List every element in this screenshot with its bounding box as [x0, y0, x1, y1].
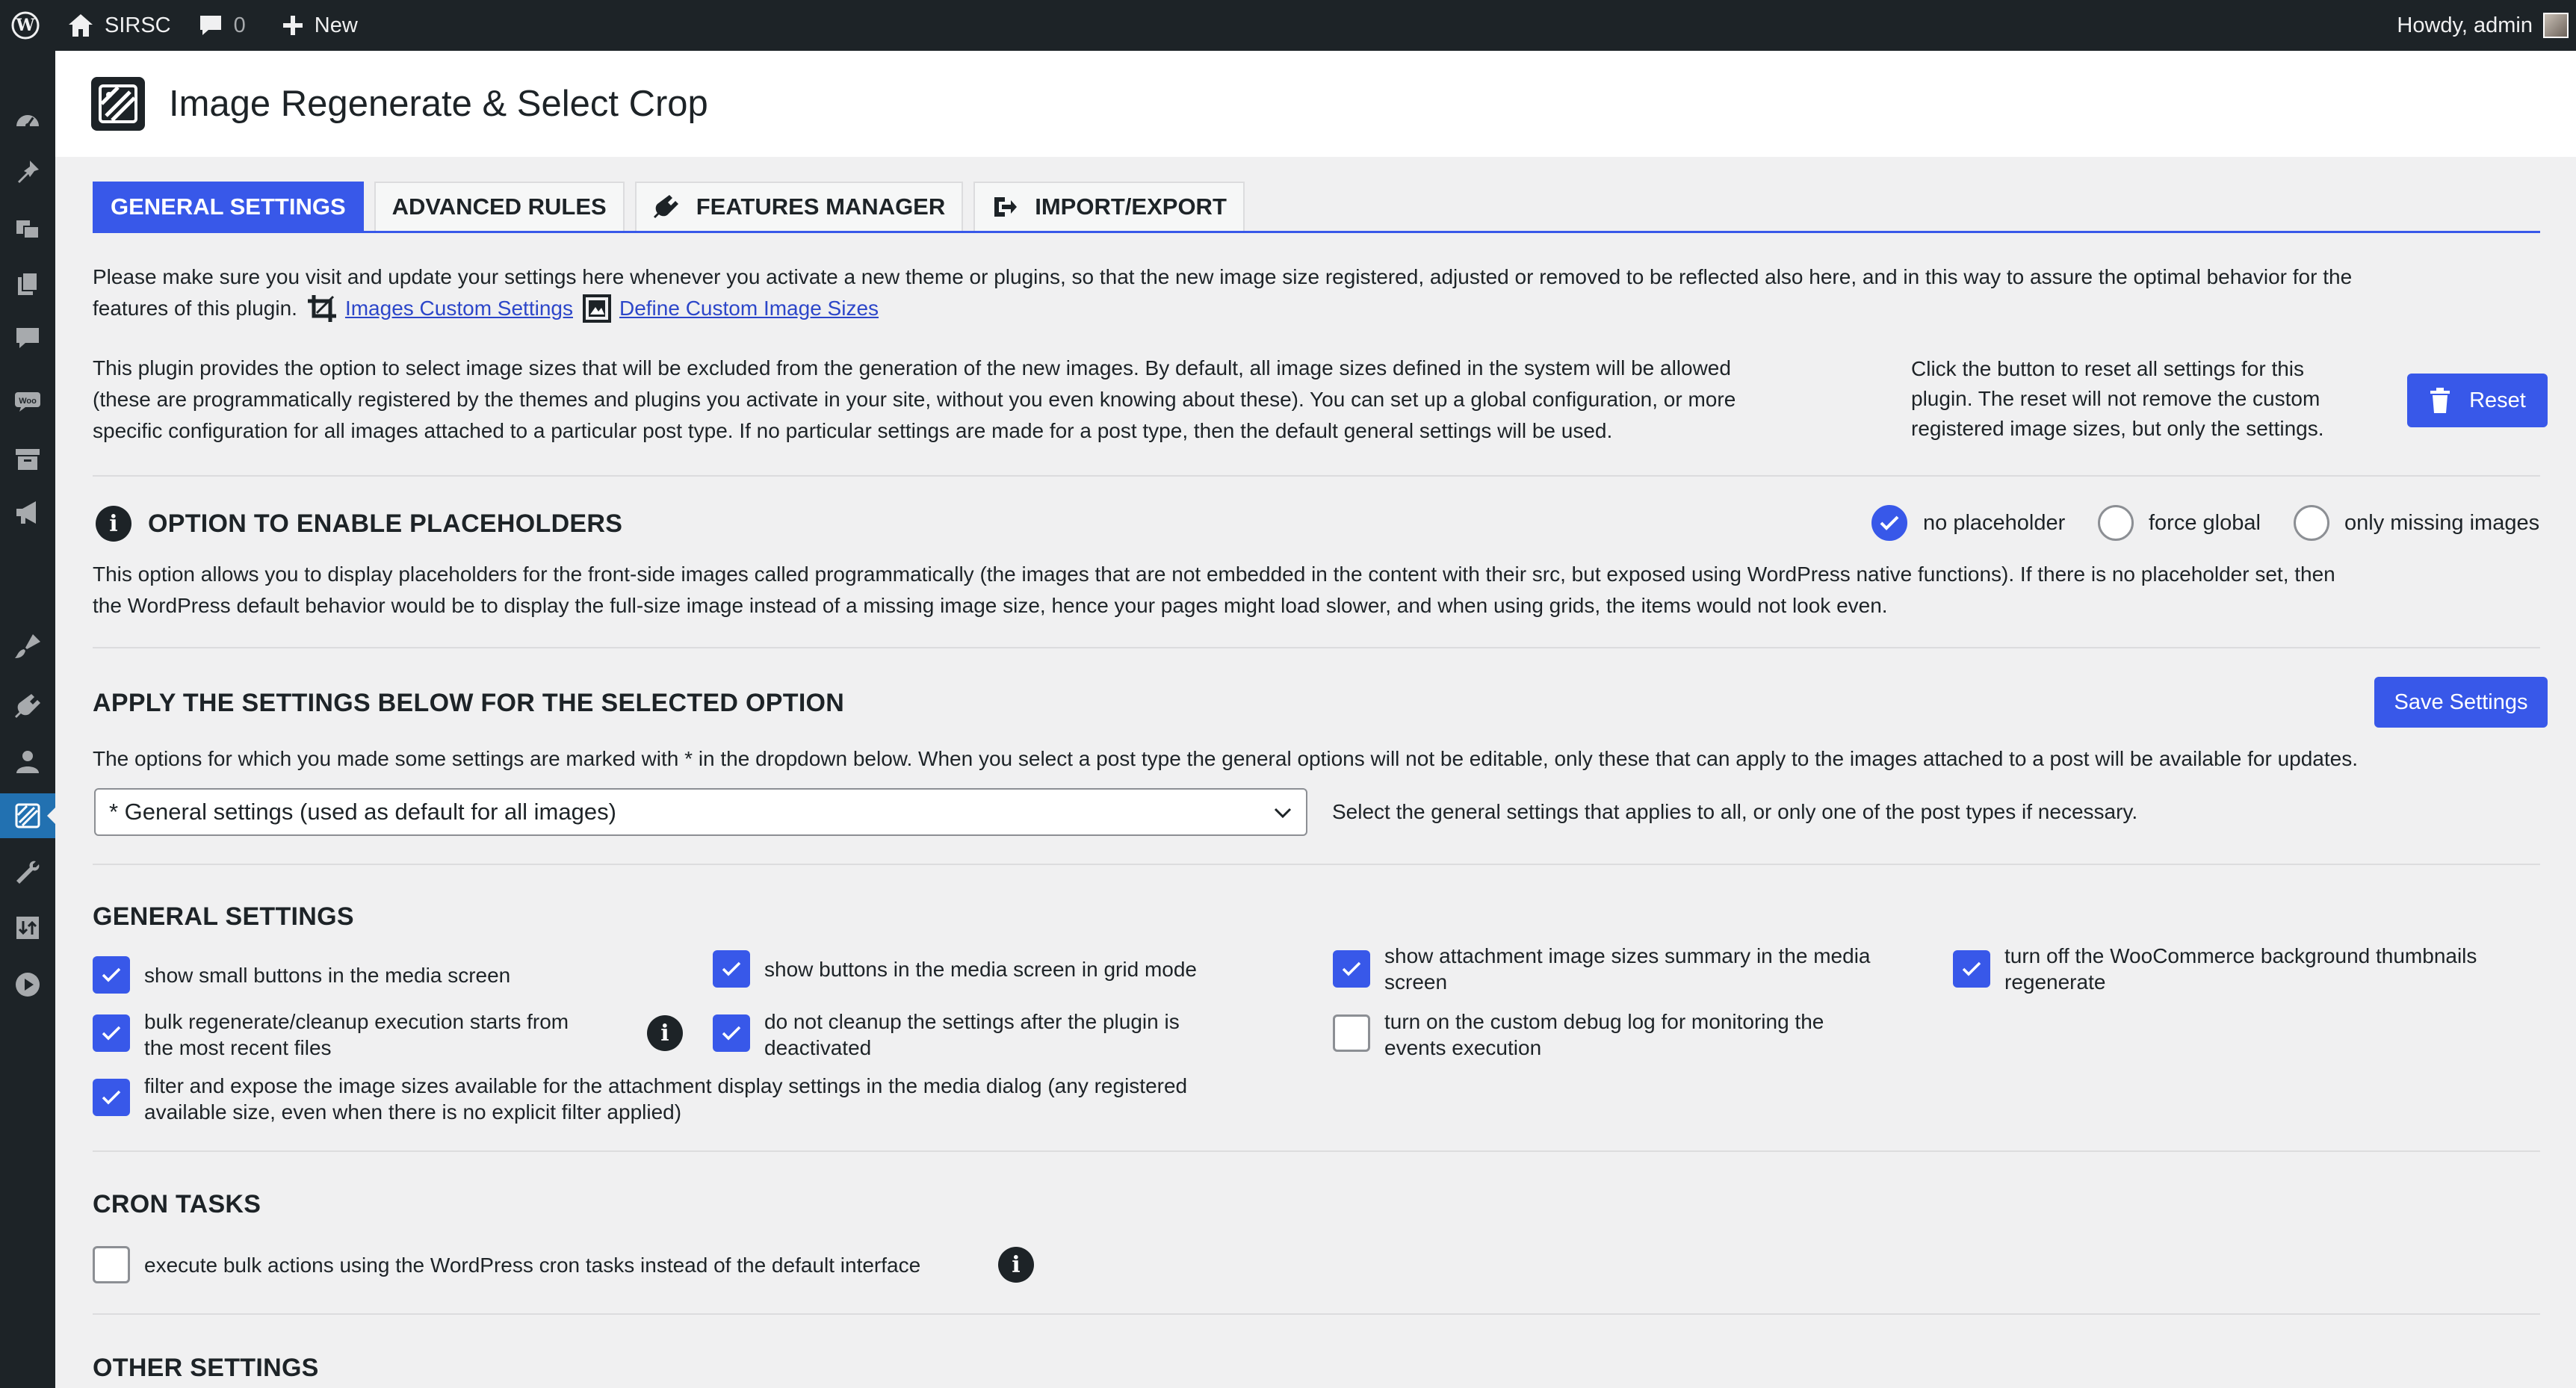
- checkbox-cron-tasks[interactable]: [93, 1246, 130, 1283]
- checkbox-woocommerce-thumbnails[interactable]: [1953, 950, 1990, 988]
- option-label: [144, 962, 510, 988]
- comments-icon[interactable]: [0, 315, 55, 360]
- plugin-description: [93, 353, 1931, 447]
- reset-description: [1911, 354, 2419, 444]
- radio-label-only-missing-images: only missing images: [2344, 511, 2540, 535]
- check-icon: [101, 1024, 122, 1042]
- option-label-line: filter and expose the image sizes available for the attachment display settings in the media dialog (any registered: [144, 1074, 1188, 1097]
- plugins-icon[interactable]: [0, 683, 55, 728]
- cron-section-title: CRON TASKS: [93, 1190, 261, 1218]
- check-icon: [1341, 960, 1362, 978]
- option-label: [144, 1073, 1187, 1125]
- pages-icon[interactable]: [0, 261, 55, 306]
- info-icon[interactable]: i: [96, 506, 131, 542]
- check-icon: [721, 1024, 742, 1042]
- howdy-text: Howdy, admin: [2397, 13, 2533, 37]
- settings-tabs: [93, 182, 1255, 232]
- tab-label: GENERAL SETTINGS: [111, 193, 346, 220]
- option-label-line: show small buttons in the media screen: [144, 964, 511, 987]
- users-icon[interactable]: [0, 740, 55, 784]
- option-label-line: do not cleanup the settings after the plugin is: [764, 1010, 1180, 1033]
- site-name: SIRSC: [105, 13, 171, 37]
- radio-label-force-global: force global: [2149, 511, 2261, 535]
- comments-count: 0: [233, 13, 246, 37]
- option-label-line: deactivated: [764, 1036, 872, 1059]
- option-label-line: available size, even when there is no explicit filter applied): [144, 1100, 682, 1124]
- new-content-link[interactable]: [282, 0, 358, 51]
- radio-no-placeholder[interactable]: [1871, 505, 1907, 541]
- placeholders-description: [93, 559, 2551, 622]
- option-label-line: the most recent files: [144, 1036, 332, 1059]
- radio-only-missing-images[interactable]: [2294, 505, 2329, 541]
- save-settings-label: Save Settings: [2394, 690, 2528, 714]
- check-icon: [721, 960, 742, 978]
- radio-force-global[interactable]: [2098, 505, 2134, 541]
- option-label: [1384, 1009, 1824, 1061]
- play-icon[interactable]: [0, 962, 55, 1007]
- option-label: [1384, 943, 1871, 995]
- plugin-header: [55, 51, 2576, 157]
- checkbox-keep-settings[interactable]: [713, 1014, 750, 1052]
- admin-bar: [0, 0, 2576, 51]
- other-settings-section-title: OTHER SETTINGS: [93, 1354, 319, 1382]
- define-custom-image-sizes-link[interactable]: Define Custom Image Sizes: [619, 297, 879, 320]
- archive-icon[interactable]: [0, 436, 55, 481]
- reset-line-1: Click the button to reset all settings for this: [1911, 357, 2305, 380]
- tab-label: FEATURES MANAGER: [696, 193, 946, 220]
- check-icon: [101, 966, 122, 984]
- placeholders-line-2: the WordPress default behavior would be to display the full-size image instead of a missing image size, hence your pages might load slower, and when using grids, the items would not look even.: [93, 594, 1888, 617]
- reset-line-2: plugin. The reset will not remove the custom: [1911, 387, 2320, 410]
- my-account[interactable]: [2397, 0, 2576, 51]
- appearance-icon[interactable]: [0, 625, 55, 669]
- site-name-link[interactable]: [67, 0, 171, 51]
- tab-features-manager[interactable]: [635, 182, 964, 231]
- option-label-line: bulk regenerate/cleanup execution starts from: [144, 1010, 569, 1033]
- divider: [93, 864, 2540, 865]
- svg-text:Woo: Woo: [19, 397, 37, 406]
- comment-bubble-icon: [198, 13, 223, 37]
- option-label-line: regenerate: [2004, 970, 2106, 994]
- check-icon: [1961, 960, 1982, 978]
- megaphone-icon[interactable]: [0, 490, 55, 535]
- plus-icon: [282, 14, 304, 37]
- tab-general-settings[interactable]: [93, 182, 364, 231]
- tab-label: IMPORT/EXPORT: [1035, 193, 1227, 220]
- tabs-underline: [93, 231, 2540, 233]
- divider: [93, 647, 2540, 648]
- checkbox-small-buttons[interactable]: [93, 956, 130, 994]
- apply-section-title: APPLY THE SETTINGS BELOW FOR THE SELECTED OPTION: [93, 689, 845, 717]
- intro-text: [93, 261, 2551, 324]
- description-line-3: specific configuration for all images attached to a particular post type. If no particular settings are made for a post type, then the default general settings will be used.: [93, 419, 1613, 442]
- comments-link[interactable]: [198, 0, 246, 51]
- check-icon: [101, 1088, 122, 1106]
- option-label-line: show attachment image sizes summary in the media: [1384, 944, 1871, 967]
- tab-label: ADVANCED RULES: [391, 193, 607, 220]
- intro-line-2-text: features of this plugin.: [93, 297, 297, 320]
- svg-text:W: W: [16, 16, 35, 35]
- description-line-1: This plugin provides the option to select image sizes that will be excluded from the generation of the new images. By default, all image sizes defined in the system will be allowed: [93, 356, 1731, 379]
- images-custom-settings-link[interactable]: Images Custom Settings: [344, 297, 573, 320]
- avatar: [2543, 13, 2569, 38]
- woocommerce-icon[interactable]: [0, 378, 55, 423]
- dashboard-icon[interactable]: [0, 99, 55, 143]
- option-label: [144, 1009, 569, 1061]
- intro-line-2: [93, 293, 2551, 324]
- reset-button-label: Reset: [2469, 388, 2526, 412]
- check-icon: [1880, 515, 1899, 531]
- checkbox-debug-log[interactable]: [1333, 1014, 1370, 1052]
- chevron-down-icon: [1272, 803, 1294, 822]
- option-label: [2004, 943, 2477, 995]
- plugin-logo-icon: [91, 77, 145, 131]
- divider: [93, 1150, 2540, 1152]
- checkbox-filter-image-sizes[interactable]: [93, 1079, 130, 1116]
- admin-sidebar: [0, 51, 55, 1388]
- page-title: Image Regenerate & Select Crop: [169, 84, 708, 124]
- home-icon: [67, 13, 94, 38]
- divider: [93, 1313, 2540, 1315]
- post-type-select[interactable]: [94, 788, 1307, 836]
- tab-advanced-rules[interactable]: [374, 182, 625, 231]
- trash-icon: [2429, 388, 2451, 413]
- tools-icon[interactable]: [0, 850, 55, 895]
- media-icon[interactable]: [0, 206, 55, 251]
- option-label-line: screen: [1384, 970, 1448, 994]
- select-help-text: Select the general settings that applies to all, or only one of the post types if necessary.: [1332, 800, 2138, 823]
- plugin-plug-icon: [653, 193, 680, 220]
- option-label-line: turn on the custom debug log for monitoring the: [1384, 1010, 1824, 1033]
- cron-option-label: execute bulk actions using the WordPress cron tasks instead of the default interface: [144, 1254, 921, 1277]
- exit-arrow-icon: [991, 194, 1018, 220]
- option-label: [764, 956, 1197, 982]
- intro-line-1: Please make sure you visit and update your settings here whenever you activate a new theme or plugins, so that the new image size registered, adjusted or removed to be reflected also here, and in this way to assure the optimal behavior for the: [93, 265, 2353, 288]
- option-label-line: turn off the WooCommerce background thumbnails: [2004, 944, 2477, 967]
- placeholders-line-1: This option allows you to display placeholders for the front-side images called programmatically (the images that are not embedded in the content with their src, but exposed using WordPress native functions). If there is no placeholder set, then: [93, 563, 2335, 586]
- info-icon[interactable]: i: [647, 1015, 683, 1051]
- placeholders-section-title: OPTION TO ENABLE PLACEHOLDERS: [148, 509, 623, 538]
- option-label: [764, 1009, 1180, 1061]
- option-label-line: events execution: [1384, 1036, 1542, 1059]
- pin-icon[interactable]: [0, 149, 55, 194]
- checkbox-grid-mode-buttons[interactable]: [713, 950, 750, 988]
- option-label-line: show buttons in the media screen in grid mode: [764, 958, 1197, 981]
- tab-import-export[interactable]: [973, 182, 1245, 231]
- general-settings-section-title: GENERAL SETTINGS: [93, 902, 354, 931]
- radio-label-no-placeholder: no placeholder: [1923, 511, 2066, 535]
- checkbox-recent-files-first[interactable]: [93, 1014, 130, 1052]
- checkbox-attachment-summary[interactable]: [1333, 950, 1370, 988]
- sirsc-menu-icon[interactable]: [0, 793, 55, 838]
- crop-icon: [306, 294, 338, 323]
- divider: [93, 475, 2540, 477]
- reset-button[interactable]: [2407, 374, 2548, 427]
- new-label: New: [314, 13, 358, 37]
- import-export-icon[interactable]: [0, 905, 55, 950]
- post-type-select-value: * General settings (used as default for all images): [109, 799, 616, 825]
- info-icon[interactable]: i: [998, 1247, 1034, 1283]
- description-line-2: (these are programmatically registered by the themes and plugins you activate in your site, without you even knowing about these). You can set up a global configuration, or more: [93, 388, 1736, 411]
- wordpress-logo-icon[interactable]: [0, 0, 51, 51]
- image-sizes-icon: [582, 294, 612, 323]
- save-settings-button[interactable]: [2374, 677, 2548, 728]
- apply-note: The options for which you made some settings are marked with * in the dropdown below. When you select a post type the general options will not be editable, only these that can apply to the images attached to a post will be available for updates.: [93, 747, 2359, 770]
- reset-line-3: registered image sizes, but only the settings.: [1911, 417, 2324, 440]
